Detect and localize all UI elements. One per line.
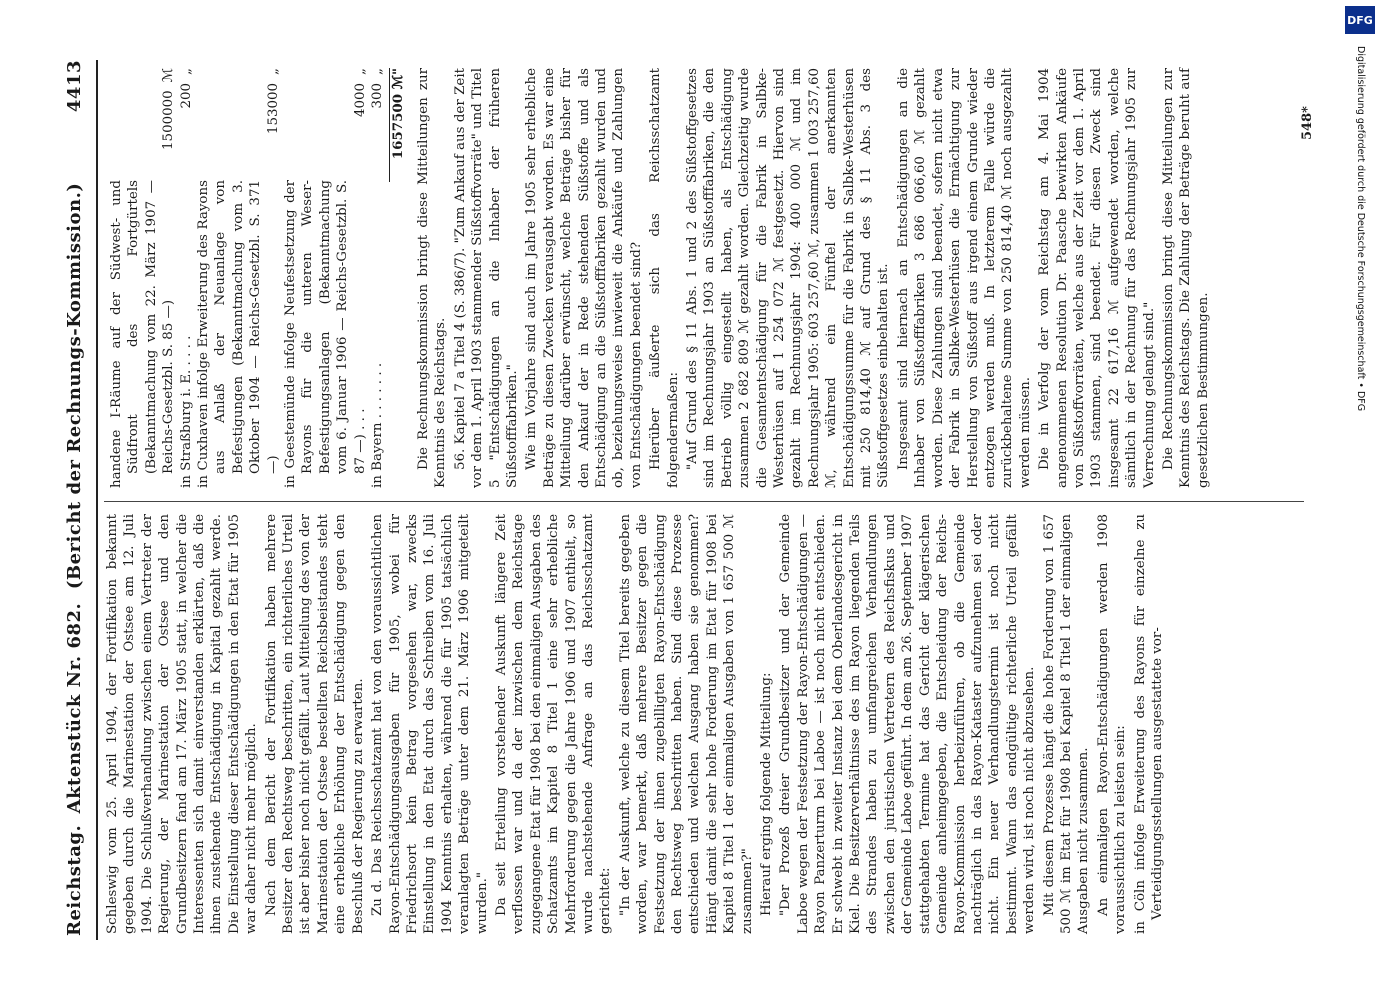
amount-total: 1657500 ℳ"	[389, 68, 406, 160]
amount-text: in Cuxhaven infolge Erweiterung des Rayons aus Anlaß der Neuanlage von Befestigungen (Bekanntmachung vom 3. Oktober 1904 — Reichs-Gesetzbl. S. 371 —)	[196, 180, 281, 488]
amount-row	[108, 68, 178, 488]
paragraph: "Auf Grund des § 11 Abs. 1 und 2 des Süßstoffgesetzes sind im Rechnungsjahr 1903 an Süßstofffabriken, die den Betrieb völlig eingestellt haben, als Entschädigung zusammen 2 682 809 ℳ gezahlt worden. Gleichzeitig wurde die Gesamtentschädigung für die Fabrik in Salbke-Westerhüsen auf 1 254 072 ℳ festgesetzt. Hiervon sind gezahlt im Rechnungsjahr 1904: 400 000 ℳ und im Rechnungsjahr 1905: 603 257,60 ℳ, zusammen 1 003 257,60 ℳ, während ein Fünftel der anerkannten Entschädigungssumme für die Fabrik in Salbke-Westerhüsen mit 250 814,40 ℳ auf Grund des § 11 Abs. 3 des Süßstoffgesetzes einbehalten ist.	[685, 68, 892, 488]
paragraph: Schleswig vom 25. April 1904, der Fortifikation bekannt gegeben durch die Marinestation der Ostsee am 12. Juli 1904. Die Schlußverhandlung zwischen einem Vertreter der Regierung, der Marinestation der Ostsee und den Grundbesitzern fand am 17. März 1905 statt, in welcher die Interessenten sich damit einverstanden erklärten, daß die ihnen zustehende Entschädigung in Kapital gezahlt werde. Die Einstellung dieser Entschädigungen in den Etat für 1905 war daher nicht mehr möglich.	[105, 514, 260, 934]
paragraph: 56. Kapitel 7 a Titel 4 (S. 386/7). "Zum Ankauf aus der Zeit vor dem 1. April 1903 stammender Süßstoffvorräte" und Titel 5 "Entschädigungen an die Inhaber der früheren Süßstofffabriken."	[452, 68, 520, 488]
amount-list	[108, 68, 407, 488]
header-center	[64, 60, 85, 936]
paragraph: Die in Verfolg der vom Reichstag am 4. Mai 1904 angenommenen Resolution Dr. Paasche bewirkten Ankäufe von Süßstoffvorräten, welche aus der Zeit vor dem 1. April 1903 stammen, sind beendet. Für diesen Zweck sind insgesamt 22 617,16 ℳ aufgewendet worden, welche sämtlich in der Rechnung für das Rechnungsjahr 1905 zur Verrechnung gelangt sind."	[1037, 68, 1157, 488]
header-rule	[96, 60, 98, 940]
header-subtitle: (Bericht der Rechnungs-Kommission.)	[64, 182, 85, 590]
paragraph: Nach dem Bericht der Fortifikation haben mehrere Besitzer den Rechtsweg beschritten, ein richterliches Urteil ist aber bisher noch nicht gefällt. Laut Mitteilung des von der Marinestation der Ostsee bestellten Reichsbeistandes steht eine erhebliche Erhöhung der Entschädigung gegen den Beschluß der Regierung zu erwarten.	[263, 514, 366, 934]
paragraph: Hierüber äußerte sich das Reichsschatzamt folgendermaßen:	[648, 68, 681, 488]
digitization-sidebar	[1342, 6, 1378, 996]
paragraph: Die Rechnungskommission bringt diese Mitteilungen zur Kenntnis des Reichstags. Die Zahlung der Beträge beruht auf gesetzlichen Bestimmungen.	[1160, 68, 1211, 488]
amount-unit: ℳ	[161, 68, 177, 83]
amount-row	[178, 68, 195, 488]
amount-text: handene I-Räume auf der Südwest- und Südfront des Fortgürtels (Bekanntmachung vom 22. März 1907 — Reichs-Gesetzbl. S. 85 —)	[109, 180, 177, 488]
page-header	[58, 60, 92, 936]
amount-text: in Bayern . . . . . . .	[370, 362, 386, 488]
amount-value: 153000	[265, 82, 281, 135]
paragraph: Insgesamt sind hiernach an Entschädigungen an die Inhaber von Süßstofffabriken 3 686 066,60 ℳ gezahlt worden. Diese Zahlungen sind beendet, sofern nicht etwa der Fabrik in Salbke-Westerhüsen die Ermächtigung zur Herstellung von Süßstoff aus irgend einem Grunde wieder entzogen werden muß. In letzterem Falle würde die zurückbehaltene Summe von 250 814,40 ℳ noch ausgezahlt werden müssen.	[895, 68, 1033, 488]
paragraph: Da seit Erteilung vorstehender Auskunft längere Zeit verflossen war und da der inzwischen dem Reichstage zugegangene Etat für 1908 bei den einmaligen Ausgaben des Schatzamts im Kapitel 8 Titel 1 eine sehr erhebliche Mehrforderung gegen die Jahre 1906 und 1907 enthielt, so wurde nachstehende Anfrage an das Reichsschatzamt gerichtet:	[493, 514, 614, 934]
amount-unit: „	[265, 68, 281, 75]
left-column	[104, 514, 1168, 934]
amount-unit: „	[352, 68, 368, 75]
amount-value: 300	[370, 82, 386, 109]
amount-row	[369, 68, 386, 488]
paragraph: Hierauf erging folgende Mitteilung:	[759, 672, 775, 916]
paragraph: Die Rechnungskommission bringt diese Mitteilungen zur Kenntnis des Reichstags.	[415, 68, 449, 488]
dfg-logo: DFG	[1345, 6, 1375, 34]
digitization-credit: Digitalisierung gefördert durch die Deutsche Forschungsgemeinschaft • DFG	[1355, 46, 1366, 412]
right-column	[104, 68, 1214, 488]
amount-unit: „	[370, 68, 386, 75]
paragraph: "In der Auskunft, welche zu diesem Titel bereits gegeben worden, war bemerkt, daß mehrere Besitzer gegen die Festsetzung der ihnen zugebilligten Rayon-Entschädigung den Rechtsweg beschritten haben. Sind diese Prozesse entschieden und welchen Ausgang haben sie genommen? Hängt damit die sehr hohe Forderung im Etat für 1908 bei Kapitel 8 Titel 1 der einmaligen Ausgaben von 1 657 500 ℳ zusammen?"	[617, 514, 755, 934]
amount-text: in Geestemünde infolge Neufestsetzung der Rayons für die unteren Weser-Befestigungsanlagen (Bekanntmachung vom 6. Januar 1906 — Reichs-Gesetzbl. S. 87 —) . . .	[283, 180, 368, 488]
header-title: Aktenstück Nr. 682.	[64, 602, 85, 814]
paragraph: "Der Prozeß dreier Grundbesitzer und der Gemeinde Laboe wegen der Festsetzung der Rayon-Entschädigungen — Rayon Panzerturm bei Laboe — ist noch nicht entschieden. Er schwebt in zweiter Instanz bei dem Oberlandesgericht in Kiel. Die Besitzerverhältnisse des im Rayon liegenden Teils des Strandes haben zu umfangreichen Verhandlungen zwischen den juristischen Vertretern des Reichsfiskus und der Gemeinde Laboe geführt. In dem am 26. September 1907 stattgehabten Termine hat das Gericht der klägerischen Gemeinde anheimgegeben, die Entscheidung der Reichs-Rayon-Kommission herbeizuführen, ob die Gemeinde nachträglich in das Rayon-Kataster aufzunehmen sei oder nicht. Ein neuer Verhandlungstermin ist noch nicht bestimmt. Wann das endgültige richterliche Urteil gefällt werden wird, ist noch nicht abzusehen.	[778, 514, 1038, 934]
paragraph: in Cöln infolge Erweiterung des Rayons für einzelne zu Verteidigungsstellungen ausgestattete vor-	[1132, 514, 1165, 934]
header-left: Reichstag.	[64, 824, 85, 936]
footer-page-number: 548*	[1300, 106, 1315, 140]
amount-value: 200	[178, 82, 194, 109]
paragraph: An einmaligen Rayon-Entschädigungen werden 1908 voraussichtlich zu leisten sein:	[1095, 514, 1129, 934]
paragraph: Zu d. Das Reichsschatzamt hat von den voraussichtlichen Rayon-Entschädigungsausgaben für 1905, wobei für Friedrichsort kein Betrag vorgesehen war, zwecks Einstellung in den Etat durch das Schreiben vom 16. Juli 1904 Kenntnis erhalten, während die für 1905 tatsächlich veranlagten Beträge unter dem 21. März 1906 mitgeteilt wurden."	[370, 514, 490, 934]
amount-unit: „	[178, 68, 194, 75]
column-divider	[104, 501, 1304, 502]
paragraph: Mit diesem Prozesse hängt die hohe Forderung von 1 657 500 ℳ im Etat für 1908 bei Kapitel 8 Titel 1 der einmaligen Ausgaben nicht zusammen.	[1041, 514, 1092, 934]
amount-row	[282, 68, 369, 488]
amount-text: in Straßburg i. E. . . . .	[178, 335, 194, 488]
paragraph: Wie im Vorjahre sind auch im Jahre 1905 sehr erhebliche Beträge zu diesen Zwecken verausgabt worden. Es war eine Mitteilung darüber erwünscht, welche Beträge bisher für den Ankauf der in Rede stehenden Süßstoffe und als Entschädigung an die Süßstofffabriken gezahlt wurden und ob, beziehungsweise inwieweit die Ankäufe und Zahlungen von Entschädigungen beendet sind?	[524, 68, 644, 488]
amount-row	[195, 68, 282, 488]
amount-value: 1500000	[161, 90, 177, 150]
amount-value: 4000	[352, 82, 368, 118]
page-number: 4413	[64, 60, 85, 113]
